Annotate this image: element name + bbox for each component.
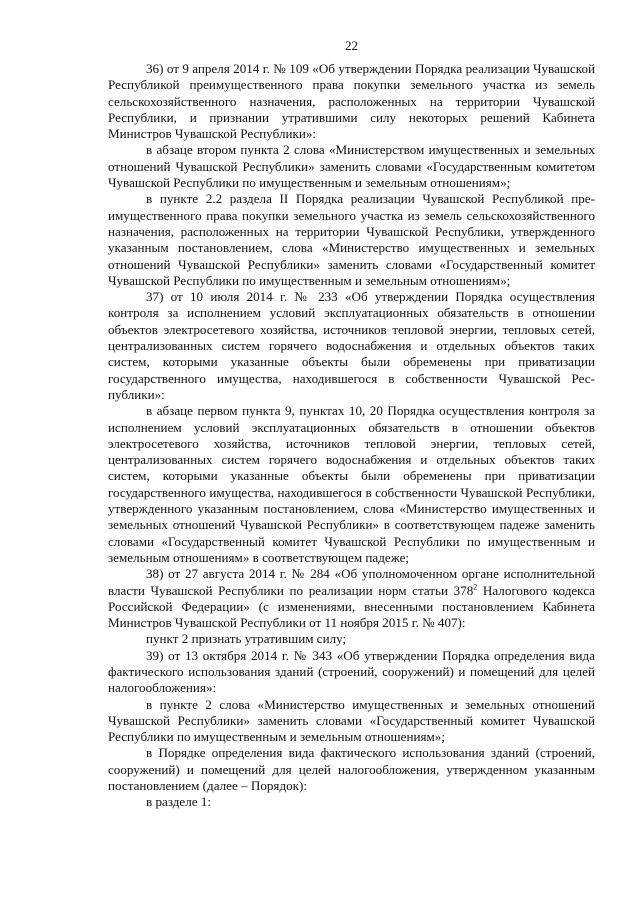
article-superscript: 2: [473, 582, 478, 592]
paragraph-amend-39-3: в разделе 1:: [146, 794, 212, 810]
paragraph-amend-39-1: в пункте 2 слова «Министерство имущественных и земельных отношений Чувашской Республики» заменить словами «Государственный комитет Чувашской Республики по имущественным и земельным отношениям»;: [108, 696, 595, 745]
paragraph-amend-37-1: в абзаце первом пункта 9, пунктах 10, 20 Порядка осуществления контроля за исполнением условий эксплуатационных обязательств в отношении объектов электросетевого хозяйства, источников тепловой энергии, тепловых сетей, централизованных систем горячего водоснабжения и отдельных объектов таких систем, которыми указанные объекты были обременены при приватизации государственного имущества, находившегося в собственности Чувашской Республики, утвержденного указанным постановлением, слова «Министерство имущественных и земельных отношений Чувашской Республики» в соответствующем падеже заменить словами «Государственный комитет Чувашской Республики по имущественным и земельным отношениям» в соответствующем падеже;: [108, 403, 595, 565]
paragraph-item-37: 37) от 10 июля 2014 г. № 233 «Об утверждении Порядка осуществления контроля за исполнением условий эксплуатационных обязательств в отношении объектов электросетевого хозяйства, источников тепловой энергии, тепловых сетей, централизованных систем горячего водоснабжения и отдельных объектов таких систем, которыми указанные объекты были обременены при приватизации государственного имущества, находившегося в собственности Чувашской Республики»:: [108, 289, 595, 402]
document-body: [108, 61, 595, 811]
paragraph-item-38-text-cont: Налогового кодекса Российской Федерации» (с изменениями, внесенными постановлением Кабинета Министров Чувашской Республики от 11 ноября 2015 г. № 407):: [108, 582, 595, 631]
paragraph-amend-39-2: в Порядке определения вида фактического использования зданий (строений, сооружений) и помещений для целей налогообложения, утвержденном указанным постановлением (далее – Порядок):: [108, 745, 595, 794]
paragraph-amend-36-1: в абзаце втором пункта 2 слова «Министерством имущественных и земельных отношений Чувашской Республики» заменить словами «Государственным комитетом Чувашской Республики по имущественным и земельным отношениям»;: [108, 142, 595, 191]
paragraph-item-38-text: 38) от 27 августа 2014 г. № 284 «Об уполномоченном органе исполнительной власти Чувашской Республики по реализации норм статьи 378: [108, 566, 595, 598]
paragraph-item-39: 39) от 13 октября 2014 г. № 343 «Об утверждении Порядка определения вида фактического использования зданий (строений, сооружений) и помещений для целей налогообложения»:: [108, 647, 595, 696]
paragraph-item-36: 36) от 9 апреля 2014 г. № 109 «Об утверждении Порядка реализации Чувашской Республикой преимущественного права покупки земельного участка из земель сельскохозяйственного назначения, расположенных на территории Чувашской Республики, и признании утратившими силу некоторых решений Кабинета Министров Чувашской Республики»:: [108, 61, 595, 142]
paragraph-amend-38-1: пункт 2 признать утратившим силу;: [146, 631, 347, 647]
paragraph-amend-36-2: в пункте 2.2 раздела II Порядка реализации Чувашской Республикой преимущественного права покупки земельного участка из земель сельскохозяйственного назначения, расположенных на территории Чувашской Республики, утвержденного указанным постановлением, слова «Министерство имущественных и земельных отношений Чувашской Республики» заменить словами «Государственный комитет Чувашской Республики по имущественным и земельным отношениям»;: [108, 191, 595, 288]
paragraph-item-38: [108, 566, 595, 631]
page-number: 22: [344, 38, 359, 53]
